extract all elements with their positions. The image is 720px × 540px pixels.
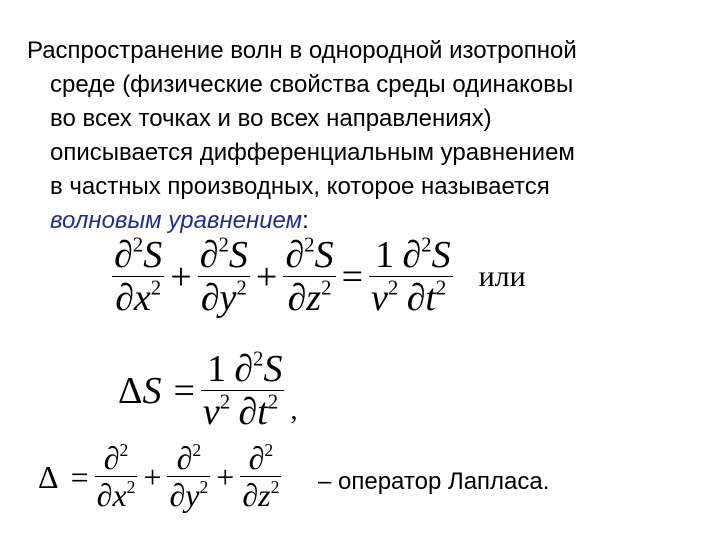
delta-symbol: Δ	[38, 458, 59, 495]
paragraph-line-2: среде (физические свойства среды одинаковы	[50, 71, 574, 98]
plus-sign: +	[216, 458, 235, 495]
fraction-d2-dz2: $\frac{\partial^2}{\partial z^2}$	[242, 439, 280, 513]
comma: ,	[290, 395, 298, 426]
wave-equation	[112, 232, 526, 319]
plus-sign: +	[255, 255, 278, 298]
paragraph-line-5: в частных производных, которое называется	[50, 173, 550, 200]
delta-s: ΔS	[118, 369, 162, 412]
fraction-d2s-dx2: $\frac{\partial^2S}{\partial x^2}$	[114, 232, 163, 319]
term-colon: :	[302, 207, 309, 234]
laplacian-wave-equation	[118, 346, 298, 433]
fraction-d2s-dt2: $\frac{\partial^2S}{\partial t^2}$	[234, 346, 283, 433]
paragraph-line-3: во всех точках и во всех направлениях)	[50, 105, 492, 132]
fraction-d2s-dy2: $\frac{\partial^2S}{\partial y^2}$	[199, 232, 248, 319]
fraction-d2s-dt2: $\frac{\partial^2S}{\partial t^2}$	[402, 232, 451, 319]
equals-sign: =	[70, 458, 89, 495]
paragraph-line-4: описывается дифференциальным уравнением	[50, 139, 575, 166]
laplace-operator-equation	[38, 439, 281, 513]
wave-equation-term: волновым уравнением	[50, 207, 303, 234]
fraction-one-over-v2: $\frac{1}{v^2}$	[371, 234, 399, 319]
or-word: или	[478, 259, 526, 293]
plus-sign: +	[170, 255, 192, 298]
equals-sign: =	[341, 255, 364, 298]
intro-paragraph	[27, 34, 717, 238]
fraction-d2-dx2: $\frac{\partial^2}{\partial x^2}$	[96, 439, 136, 513]
fraction-d2-dy2: $\frac{\partial^2}{\partial y^2}$	[169, 439, 209, 513]
paragraph-line-1: Распространение волн в однородной изотропной	[27, 37, 577, 64]
laplace-operator-label: – оператор Лапласа.	[318, 468, 550, 495]
equals-sign: =	[173, 369, 195, 412]
fraction-d2s-dz2: $\frac{\partial^2S}{\partial z^2}$	[285, 232, 334, 319]
plus-sign: +	[143, 458, 162, 495]
paragraph-line-6	[27, 204, 717, 238]
fraction-one-over-v2: $\frac{1}{v^2}$	[202, 348, 231, 433]
